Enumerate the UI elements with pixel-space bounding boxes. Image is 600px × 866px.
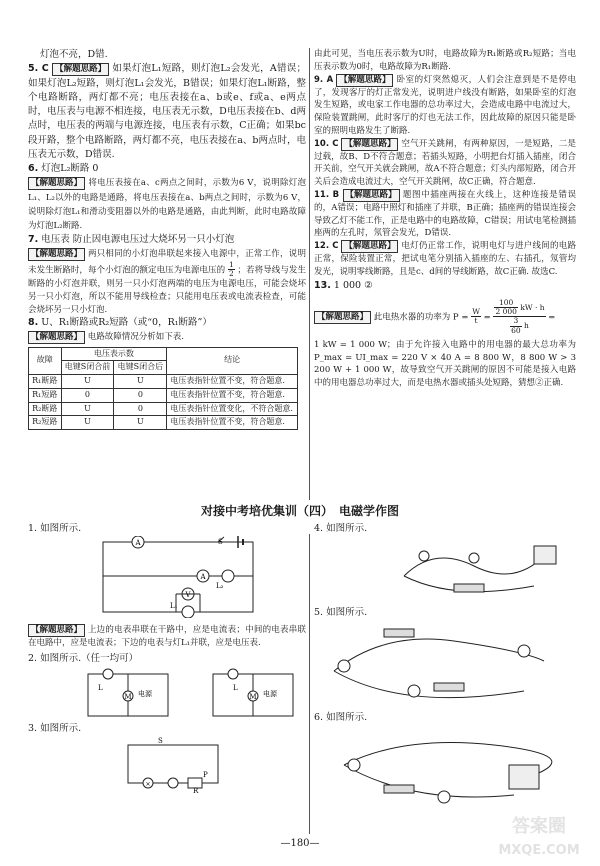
fault-analysis-table — [28, 347, 298, 431]
circuit-diagram-1 — [78, 536, 278, 618]
question-6 — [28, 162, 306, 176]
solution-tag: 【解题思路】 — [341, 138, 398, 151]
question-number: 7. — [28, 234, 39, 246]
solution-text: 1 kW = 1 000 W；由于允许接入电路中的用电器的最大总功率为 P_max = UI_max = 220 V × 40 A = 8 800 W，8 800 W > 3 200 W + 1 000 W，故导致空气开关跳闸的原因不可能是接入电路中的用电器总功率过大，而是电热水器或插头处短路，猜想②正确. — [314, 339, 576, 388]
question-5: 5. 如图所示. — [314, 607, 368, 619]
question-number: 5. C — [28, 63, 49, 75]
solution-text: ；若将导线与发生断路的小灯泡并联，则另一只小灯泡两端的电压为电源电压，可能会烧坏另一只小灯泡，所以不能用导线检查；只能用电压表或电流表检查，可能会烧坏另一只小灯泡. — [28, 264, 306, 315]
solution-tag: 【解题思路】 — [336, 74, 393, 87]
ammeter-label: A — [135, 539, 141, 548]
left-column — [28, 48, 306, 430]
circuit-diagram-2 — [28, 666, 298, 722]
fraction: $\frac{1}{2}$ — [228, 259, 234, 278]
bottom-left-column — [28, 522, 306, 795]
page-number: —180— — [280, 838, 320, 849]
question-13 — [314, 279, 576, 293]
resistor-label: R — [193, 786, 199, 795]
question-11 — [314, 189, 576, 240]
solution-text: 卧室的灯突然熄灭，人们会注意到是不是停电了，发现客厅的灯正常发光，说明进户线没有断路，如果卧室的灯泡发生短路，或电家工作电器的总功率过大，会造成电路中电流过大，保险装置跳闸，此时客厅的灯也无法工作，因此故障的原因只能是卧室的照明电路发生了断路. — [314, 74, 577, 136]
line-continuation: 灯泡不亮，D错. — [40, 49, 108, 60]
lamp-label: L — [98, 684, 103, 693]
physical-circuit-6 — [314, 725, 554, 810]
question-number: 10. C — [314, 138, 339, 149]
solution-text: 上边的电表串联在干路中，应是电流表；中间的电表串联在电路中，应是电流表；下边的电表与灯L₁并联，应是电压表. — [28, 625, 306, 649]
question-10 — [314, 138, 576, 189]
solution-tag: 【解题思路】 — [28, 177, 85, 190]
power-label: 电源 — [138, 690, 152, 699]
column-divider — [309, 48, 310, 500]
question-9 — [314, 74, 576, 138]
ammeter-label: A — [200, 573, 206, 582]
bulb-icon — [348, 759, 360, 771]
table-header: 结论 — [167, 347, 298, 375]
question-number: 9. A — [314, 74, 334, 85]
fraction: $\frac{100}{2 000}$ kW · h $\frac{3}{60}$ h — [495, 297, 545, 335]
fraction: $\frac{W}{t}$ — [472, 307, 480, 326]
question-7 — [28, 233, 306, 247]
lamp-label: L₂ — [216, 582, 224, 591]
question-8-solution — [28, 331, 306, 344]
question-number: 13. — [314, 279, 331, 291]
question-12 — [314, 240, 576, 279]
line-continuation: 由此可见，当电压表示数为U时，电路故障为R₁断路或R₂短路；当电压表示数为0时，电路故障为R₁断路. — [314, 49, 576, 72]
question-13-solution: 【解题思路】 此电热水器的功率为 P = $\frac{W}{t}$ = $\frac{100}{2 000}$ kW · h $\frac{3}{60}$ h = — [314, 299, 576, 335]
svg-text:MXQE.COM: MXQE.COM — [498, 843, 580, 858]
table-header: 电键S闭合前 — [61, 361, 114, 375]
switch-label: S — [158, 736, 163, 745]
solution-text: 电灯仍正常工作，说明电灯与进户线间的电路正常，保险装置正常，把试电笔分别插入插座的左、右插孔，氖管均发光，说明零线断路，且是c、d间的导线断路，故C正确. 故选C. — [314, 241, 576, 277]
circuit-diagram-3 — [118, 737, 318, 795]
question-number: 6. — [28, 163, 39, 174]
solution-text: 将电压表接在a、c两点之间时，示数为6 V，说明除灯泡L₁、L₂以外的电路是通路，将电压表接在a、b两点之间时，示数为6 V，说明除灯泡L₁和滑动变阻器以外的电路是通路，由此判断，此时电路故障为灯泡L₂断路. — [28, 178, 306, 231]
bulb-icon — [419, 551, 429, 561]
answer: 灯泡L₂断路 0 — [41, 163, 99, 174]
physical-circuit-4 — [394, 536, 564, 606]
question-4: 4. 如图所示. — [314, 523, 368, 534]
solution-text: 如果灯泡L₁短路，则灯泡L₂会发光，A错误；如果灯泡L₂短路，则灯泡L₁会发光，B错误；如果灯泡L₁断路，整个电路断路，两灯都不亮；电压表接在a、b或e、f或a、e两点时，电压表与电源不相连接，电压表无示数，D电压表接在b、d两点时，电压表的两端与电源连接，电压表有示数，C正确；如果bc段开路，整个电路断路，两灯都不亮，电压表接在a、b两点时，电压表无示数，D错误. — [28, 63, 306, 160]
solution-tag: 【解题思路】 — [28, 331, 85, 344]
table-row: R₁短路 0 0 电压表指针位置不变，符合题意. — [29, 388, 298, 402]
lamp-icon: × — [145, 780, 151, 788]
svg-text:答案圈: 答案圈 — [512, 816, 566, 837]
solution-tag: 【解题思路】 — [341, 240, 398, 253]
switch-label: S — [218, 538, 223, 547]
question-1: 1. 如图所示. — [28, 523, 82, 534]
solution-tag: 【解题思路】 — [52, 63, 109, 76]
solution-text: 电路故障情况分析如下表. — [87, 331, 184, 342]
motor-label: M — [249, 693, 257, 702]
solution-text: 两只相同的小灯泡串联起来接入电源中，正常工作，说明未发生断路时，每个小灯泡的额定电压为电源电压的 — [28, 248, 306, 275]
bulb-icon — [338, 660, 350, 672]
question-number: 8. — [28, 317, 39, 329]
bulb-icon — [469, 553, 479, 563]
question-5 — [28, 62, 306, 162]
question-1-solution — [28, 624, 306, 650]
answer: 1 000 ② — [333, 279, 373, 291]
lamp-label: L₁ — [170, 602, 178, 611]
motor-label: M — [124, 693, 132, 702]
solution-text: 此电热水器的功率为 — [373, 312, 451, 323]
bulb-icon — [438, 791, 450, 803]
right-column — [314, 48, 576, 390]
solution-tag: 【解题思路】 — [314, 311, 371, 324]
section-title: 对接中考培优集训（四） 电磁学作图 — [200, 504, 399, 518]
solution-text: 题图中插座两接在火线上，这种连接是错误的，A错误；电路中照灯和插座了并联，B正确；插座两的错误连接会导致乙灯不能工作，正是电路中的电路故障，C错误；用试电笔检测插座两的左孔时，氖管会发光，D错误. — [314, 189, 577, 239]
question-6-solution — [28, 176, 306, 233]
question-number: 11. B — [314, 189, 340, 200]
watermark-logo — [484, 802, 594, 862]
solution-tag: 【解题思路】 — [28, 248, 85, 261]
solution-tag: 【解题思路】 — [28, 624, 85, 637]
bottom-right-column — [314, 522, 576, 810]
question-7-solution — [28, 248, 306, 317]
solution-tag: 【解题思路】 — [343, 189, 400, 202]
question-2: 2. 如图所示.（任一均可） — [28, 653, 139, 664]
lamp-label: L — [233, 684, 238, 693]
answer: 电压表 防止因电源电压过大烧坏另一只小灯泡 — [41, 234, 235, 246]
slider-label: P — [203, 770, 208, 779]
bulb-icon — [518, 645, 530, 657]
question-3: 3. 如图所示. — [28, 723, 82, 735]
table-header: 电压表示数 — [61, 347, 167, 361]
table-row: R₂短路 U U 电压表指针位置不变，符合题意. — [29, 416, 298, 430]
table-header: 故障 — [29, 347, 62, 375]
voltmeter-label: V — [185, 591, 191, 600]
table-header: 电键S闭合后 — [114, 361, 167, 375]
physical-circuit-5 — [314, 621, 554, 711]
question-number: 12. C — [314, 241, 339, 251]
answer: U、R₁断路或R₂短路（或“0，R₁断路”） — [41, 317, 212, 329]
table-row: R₁断路 U U 电压表指针位置不变，符合题意. — [29, 375, 298, 389]
question-6: 6. 如图所示. — [314, 711, 368, 723]
question-8 — [28, 316, 306, 330]
power-label: 电源 — [263, 690, 277, 699]
solution-text: 空气开关跳闸，有两种原因，一是短路，二是过载，故B、D不符合题意；若插头短路，小明把台灯插入插座，闭合开关前，空气开关就会跳闸，故A不符合题意；灯头内部短路，闭合开关后会造成电流过大，空气开关跳闸，故C正确，符合题意. — [314, 138, 576, 187]
table-row: R₂断路 U 0 电压表指针位置变化，不符合题意. — [29, 402, 298, 416]
bulb-icon — [408, 685, 420, 697]
